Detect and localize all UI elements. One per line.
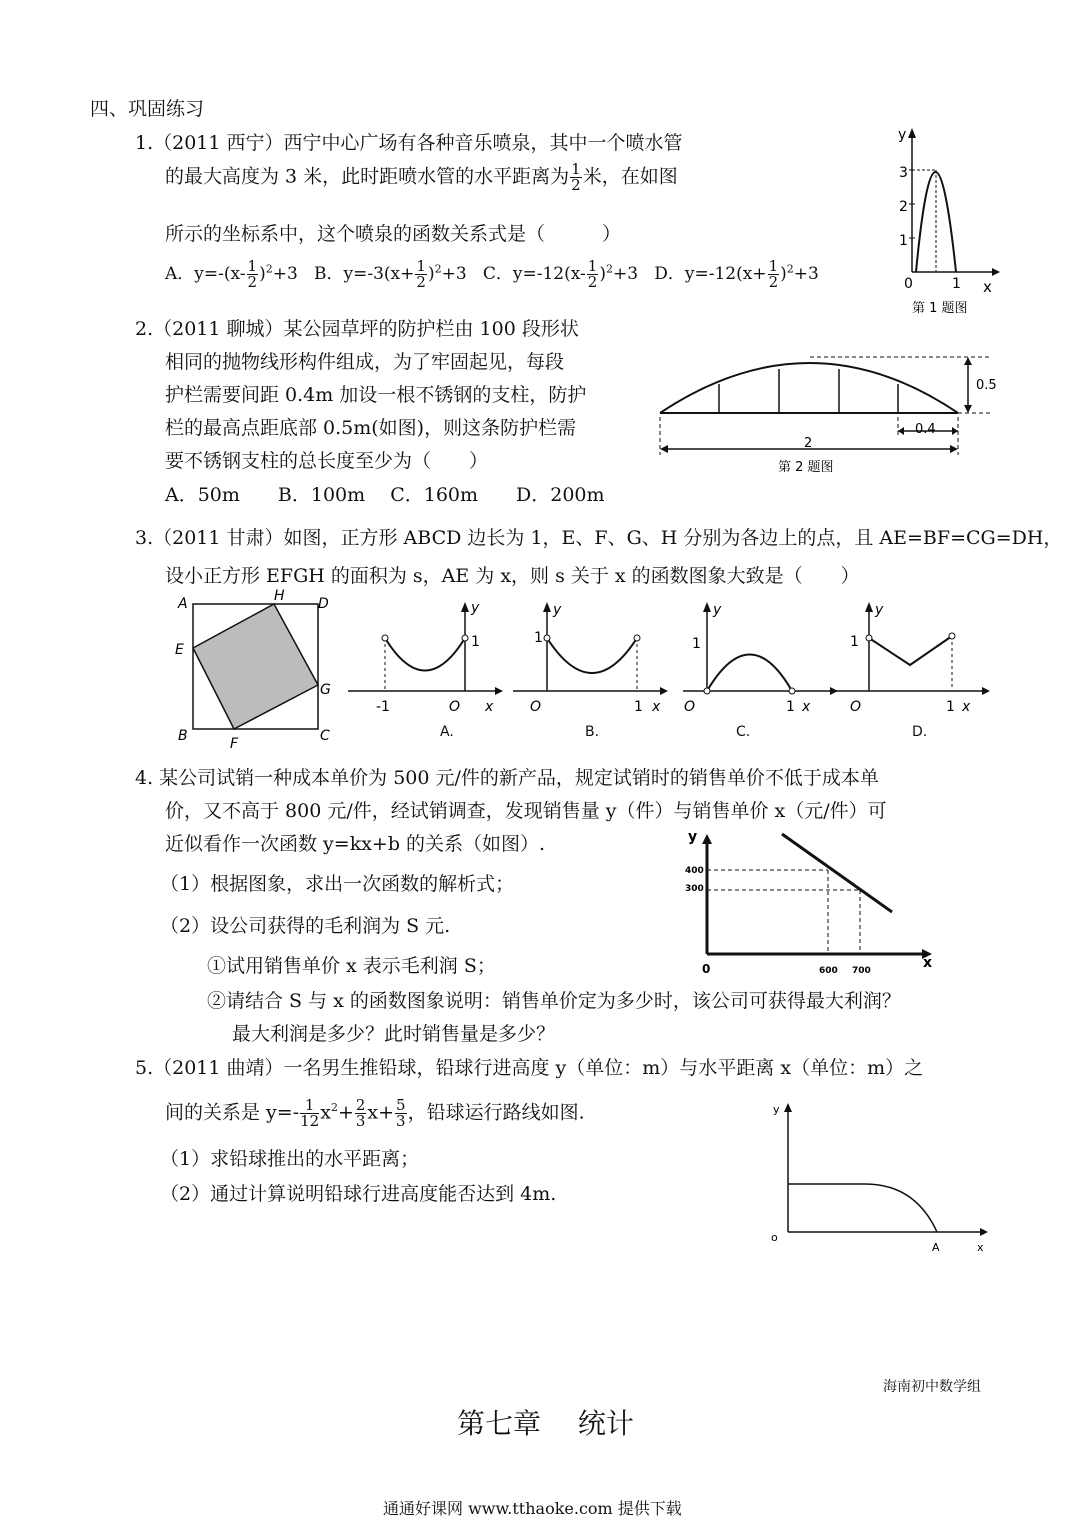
q2-fig-span: 2: [804, 436, 813, 451]
q5-fig-x: x: [977, 1241, 984, 1254]
q2-options: A．50m B．100m C．160m D．200m: [165, 484, 605, 506]
chapter-title: 第七章 统计: [457, 1407, 634, 1440]
svg-text:1: 1: [946, 699, 955, 715]
q3-graph-d: [832, 598, 992, 718]
q2-line3: 护栏需要间距 0.4m 加设一根不锈钢的支柱，防护: [165, 384, 587, 406]
q1-fig-one: 1: [952, 276, 961, 292]
q1-fig-x: x: [983, 278, 992, 296]
q5-sub2: （2）通过计算说明铅球行进高度能否达到 4m.: [160, 1183, 557, 1205]
q4-sub2b: ②请结合 S 与 x 的函数图象说明：销售单价定为多少时，该公司可获得最大利润？: [207, 990, 901, 1012]
q4-fig-y1: 400: [685, 866, 704, 876]
q4-sub2a: ①试用销售单价 x 表示毛利润 S；: [207, 955, 496, 977]
q1-fig-t2: 2: [899, 199, 908, 215]
footer-text: 通通好课网 www.tthaoke.com 提供下载: [383, 1499, 682, 1518]
q2-line5: 要不锈钢支柱的总长度至少为（ ）: [165, 450, 489, 472]
q5-fig-a: A: [932, 1241, 940, 1254]
q3-label-d: D: [318, 596, 329, 612]
q3-label-a: A: [178, 596, 188, 612]
q1-option-a: A．y=-(x- $\frac{1}{2}$ )$^2$+3: [165, 256, 298, 291]
q4-line1: 4. 某公司试销一种成本单价为 500 元/件的新产品，规定试销时的销售单价不低于成本单: [135, 767, 879, 789]
q5-line2: 间的关系是 y=- $\frac{1}{12}$ $x^2+$ $\frac{2}{3}$ x+ $\frac{5}{3}$ ，铅球运行路线如图.: [165, 1095, 585, 1130]
q1-option-d: D．y=-12(x+ $\frac{1}{2}$ )$^2$+3: [654, 256, 819, 291]
q4-sub2: （2）设公司获得的毛利润为 S 元.: [160, 915, 451, 937]
q5-trajectory: [788, 1184, 937, 1232]
q3-inner-square: [193, 604, 318, 729]
q1-fig-t3: 3: [899, 165, 908, 181]
q5-frac-1: $\frac{1}{12}$: [300, 1095, 320, 1130]
q1-fig-caption: 第 1 题图: [912, 301, 968, 316]
q5-fig-o: o: [771, 1231, 778, 1244]
q4-line2: 价，又不高于 800 元/件，经试销调查，发现销售量 y（件）与销售单价 x（元/件）可: [165, 800, 887, 822]
q5-line1: 5.（2011 曲靖）一名男生推铅球，铅球行进高度 y（单位：m）与水平距离 x（单位：m）之: [135, 1057, 924, 1079]
q5-frac-3: $\frac{5}{3}$: [396, 1095, 406, 1130]
svg-text:O: O: [449, 699, 461, 715]
q1-option-b: B．y=-3(x+ $\frac{1}{2}$ )$^2$+3: [314, 256, 467, 291]
q4-fig-y: y: [688, 829, 698, 845]
q1-line2a: 的最大高度为 3 米，此时距喷水管的水平距离为: [165, 165, 570, 188]
svg-text:1: 1: [634, 699, 643, 715]
q3-graph-a: [345, 598, 505, 718]
q3-line2: 设小正方形 EFGH 的面积为 s，AE 为 x，则 s 关于 x 的函数图象大致是（ ）: [165, 565, 860, 587]
q1-line1: 1.（2011 西宁）西宁中心广场有各种音乐喷泉，其中一个喷水管: [135, 132, 683, 154]
q4-fig-y2: 300: [685, 884, 704, 894]
q5-fig-y: y: [773, 1103, 780, 1116]
q1-fig-t1: 1: [899, 233, 908, 249]
q1-options: [165, 258, 819, 290]
q1-fig-y: y: [898, 127, 907, 143]
q1-fig-o: 0: [904, 276, 913, 292]
q2-line4: 栏的最高点距底部 0.5m(如图)，则这条防护栏需: [165, 417, 577, 439]
svg-text:x: x: [802, 699, 811, 715]
q2-line1: 2.（2011 聊城）某公园草坪的防护栏由 100 段形状: [135, 318, 579, 340]
q3-label-e: E: [175, 642, 184, 658]
q1-line2b: 米，在如图: [582, 165, 678, 188]
q5-frac-2: $\frac{2}{3}$: [355, 1095, 366, 1130]
svg-text:1: 1: [692, 636, 701, 652]
q4-fig-x: x: [923, 955, 933, 971]
svg-text:y: y: [553, 602, 562, 618]
svg-text:y: y: [471, 600, 480, 616]
svg-text:x: x: [652, 699, 661, 715]
svg-text:O: O: [850, 699, 862, 715]
q4-line: [782, 834, 892, 912]
q3-label-g: G: [320, 682, 331, 698]
q2-figure: [650, 345, 1000, 480]
q4-sub2c: 最大利润是多少？此时销售量是多少？: [232, 1023, 556, 1045]
section-title: 四、巩固练习: [90, 98, 205, 120]
q4-fig-x1: 600: [819, 966, 838, 976]
svg-text:O: O: [530, 699, 542, 715]
svg-text:1: 1: [471, 634, 480, 650]
q3-label-f: F: [230, 736, 239, 752]
svg-text:O: O: [684, 699, 696, 715]
q1-option-c: C．y=-12(x- $\frac{1}{2}$ )$^2$+3: [482, 256, 639, 291]
q3-option-c: C.: [736, 724, 751, 740]
q3-graph-c: [680, 598, 840, 718]
q3-option-d: D.: [912, 724, 928, 740]
q3-label-c: C: [320, 728, 330, 744]
svg-text:1: 1: [850, 634, 859, 650]
q3-option-b: B.: [585, 724, 600, 740]
q1-fraction: $\frac{1}{2}$: [571, 160, 581, 194]
org-label: 海南初中数学组: [883, 1379, 981, 1395]
q4-line3: 近似看作一次函数 y=kx+b 的关系（如图）.: [165, 833, 546, 855]
q2-fig-gap: 0.4: [915, 422, 936, 437]
q3-option-a: A.: [440, 724, 454, 740]
q4-figure: [680, 822, 940, 977]
svg-text:1: 1: [786, 699, 795, 715]
q2-fig-h: 0.5: [976, 378, 997, 393]
q1-figure: [890, 122, 1000, 322]
q5-sub1: （1）求铅球推出的水平距离；: [160, 1148, 420, 1170]
q3-graph-b: [510, 598, 670, 718]
svg-text:x: x: [485, 699, 494, 715]
q1-line2: [165, 162, 678, 193]
svg-text:x: x: [962, 699, 971, 715]
svg-text:-1: -1: [376, 699, 390, 715]
q1-line3: 所示的坐标系中，这个喷泉的函数关系式是（ ）: [165, 223, 622, 245]
q2-arch: [660, 363, 958, 413]
q4-sub1: （1）根据图象，求出一次函数的解析式；: [160, 873, 515, 895]
q5-figure: [765, 1100, 1005, 1260]
svg-text:1: 1: [534, 630, 543, 646]
svg-text:y: y: [713, 602, 722, 618]
q3-label-h: H: [274, 588, 285, 604]
q3-line1: 3.（2011 甘肃）如图，正方形 ABCD 边长为 1，E、F、G、H 分别为各边上的点，且 AE=BF=CG=DH，: [135, 527, 1063, 549]
q3-square-figure: [172, 588, 342, 753]
q4-fig-o: 0: [702, 962, 711, 976]
q2-fig-caption: 第 2 题图: [778, 460, 834, 475]
q4-fig-x2: 700: [852, 966, 871, 976]
svg-text:y: y: [875, 602, 884, 618]
q3-label-b: B: [178, 728, 188, 744]
q2-line2: 相同的抛物线形构件组成，为了牢固起见，每段: [165, 351, 565, 373]
